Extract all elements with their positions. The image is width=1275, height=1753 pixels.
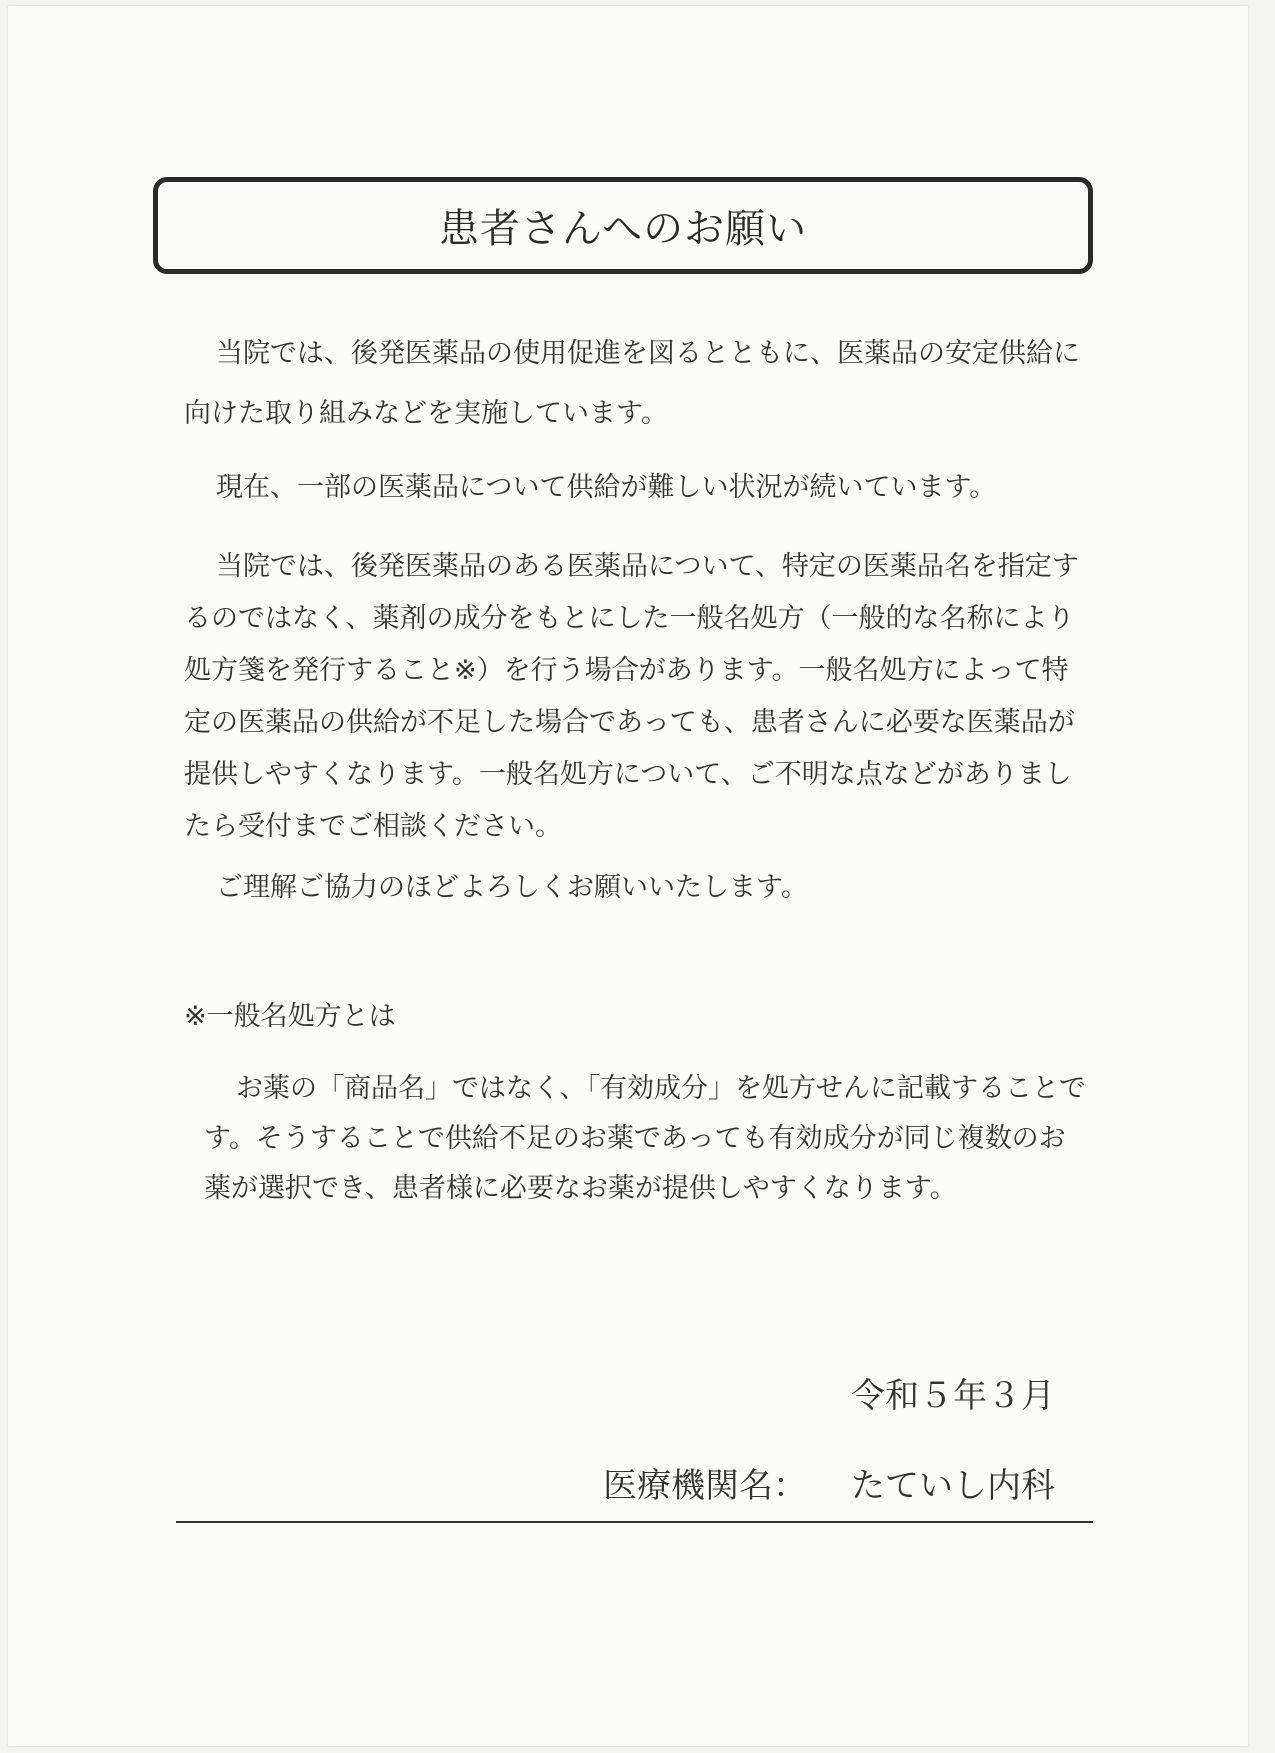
institution-line bbox=[603, 1458, 1055, 1507]
paragraph-thanks bbox=[184, 868, 1094, 908]
institution-label: 医療機関名： bbox=[603, 1466, 807, 1506]
paragraph-supply-shortage bbox=[184, 468, 1094, 508]
paragraph-supply-shortage-text: 現在、一部の医薬品について供給が難しい状況が続いています。 bbox=[216, 472, 997, 503]
title-frame bbox=[153, 177, 1093, 274]
paragraph-generic-prescription-text: 当院では、後発医薬品のある医薬品について、特定の医薬品名を指定するのではなく、薬剤の成分をもとにした一般名処方（一般的な名称により処方箋を発行すること※）を行う場合があります。一般名処方によって特定の医薬品の供給が不足した場合であっても、患者さんに必要な医薬品が提供しやすくなります。一般名処方について、ご不明な点などがありましたら受付までご相談ください。 bbox=[184, 551, 1079, 842]
paragraph-generic-prescription bbox=[184, 541, 1094, 853]
signature-rule bbox=[176, 1521, 1093, 1523]
issue-date: 令和５年３月 bbox=[851, 1376, 1055, 1416]
note-body bbox=[204, 1064, 1089, 1214]
document-page bbox=[8, 6, 1248, 1746]
paragraph-supply-policy-text: 当院では、後発医薬品の使用促進を図るとともに、医薬品の安定供給に向けた取り組みなどを実施しています。 bbox=[184, 338, 1080, 429]
paragraph-supply-policy bbox=[184, 324, 1094, 444]
page-title: 患者さんへのお願い bbox=[438, 206, 808, 252]
institution-name: たていし内科 bbox=[851, 1466, 1055, 1506]
paragraph-thanks-text: ご理解ご協力のほどよろしくお願いいたします。 bbox=[216, 872, 808, 903]
note-heading: ※一般名処方とは bbox=[184, 1001, 396, 1032]
note-body-text: お薬の「商品名」ではなく、「有効成分」を処方せんに記載することです。そうすることで供給不足のお薬であっても有効成分が同じ複数のお薬が選択でき、患者様に必要なお薬が提供しやすくなります。 bbox=[204, 1073, 1086, 1204]
